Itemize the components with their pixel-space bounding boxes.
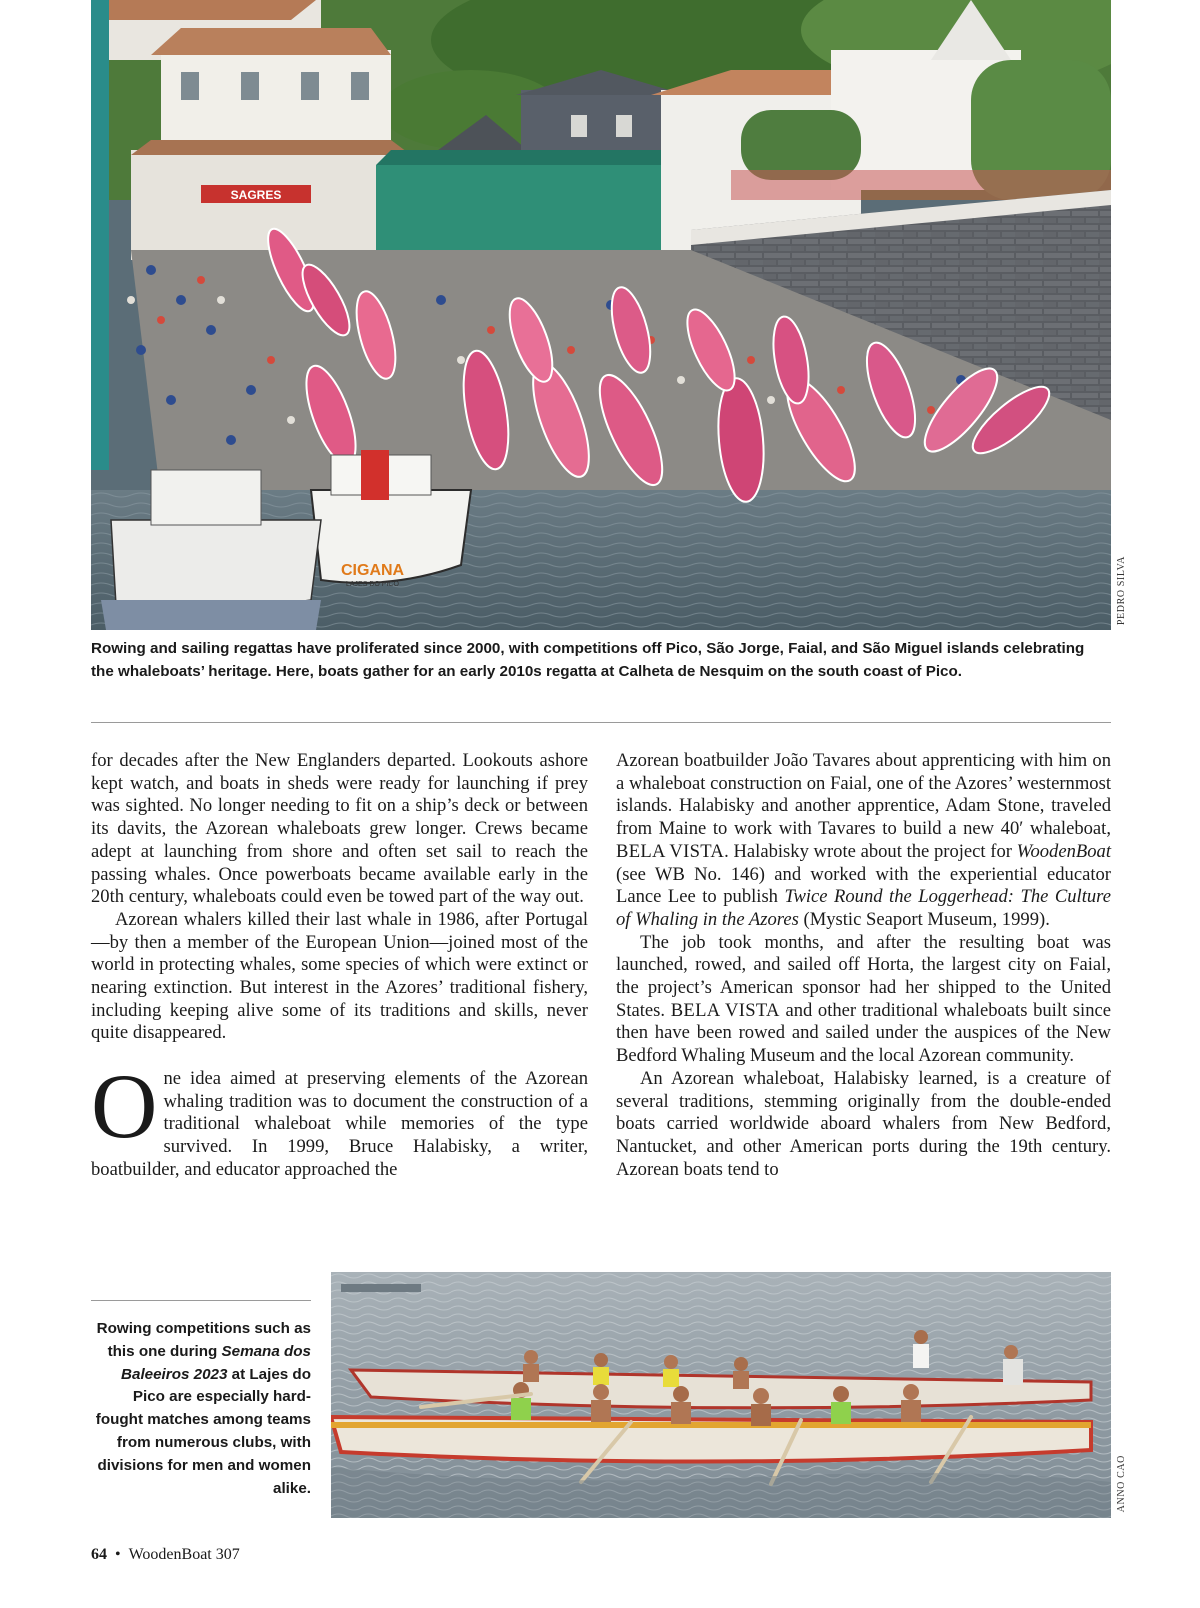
drop-cap: O: [91, 1054, 158, 1157]
harbor-regatta-illustration: [91, 0, 1111, 630]
paragraph: [616, 932, 1111, 1068]
event-name: Semana dos Baleeiros 2023: [121, 1342, 311, 1383]
folio-bullet: •: [115, 1546, 121, 1563]
top-photo-credit: PEDRO SILVA: [1116, 556, 1127, 626]
paragraph: for decades after the New Englanders departed. Lookouts ashore kept watch, and boats in sheds were ready for launching if prey was sighted. No longer needing to fit on a ship’s deck or between its davits, the Azorean whaleboats grew longer. Crews became adept at launching from shore and often set sail to reach the passing whales. Once powerboats became available early in the 20th century, whaleboats could even be towed part of the way out.: [91, 750, 588, 908]
top-photo-caption: Rowing and sailing regattas have proliferated since 2000, with competitions off Pico, São Jorge, Faial, and São Miguel islands celebrating the whaleboats’ heritage. Here, boats gather for an early 2010s regatta at Calheta de Nesquim on the south coast of Pico.: [91, 640, 1085, 680]
caption-text: Rowing competitions such as this one during: [96, 1320, 311, 1360]
text-run: The job took months, and after the resulting boat was launched, rowed, and sailed off Horta, the largest city on Faial, the project’s American sponsor had her shipped to the United States.: [616, 931, 1111, 1021]
boat-name-cigana: CIGANA: [341, 562, 405, 579]
sagres-sign: SAGRES: [230, 188, 282, 202]
text-run: Azorean boatbuilder João Tavares about apprenticing with him on a whaleboat construction on Faial, one of the Azores’ westernmost islands. Halabisky and another apprentice, Adam Stone, traveled from Maine to work with Tavares to build a new 40′ whaleboat,: [616, 750, 1111, 840]
magazine-title: WoodenBoat: [1016, 840, 1111, 862]
rowing-race-illustration: [331, 1272, 1111, 1518]
issue-number: 307: [215, 1546, 240, 1563]
right-column: [616, 750, 1111, 1181]
paragraph-dropcap: [91, 1054, 588, 1182]
harbor-regatta-photo: [91, 0, 1111, 630]
caption-divider: [91, 722, 1111, 723]
text-run: (see WB No. 146) and worked with the experiential educator Lance Lee to publish: [616, 863, 1111, 908]
text-run: and other traditional whaleboats built since then have been rowed and sailed under the auspices of the New Bedford Whaling Museum and the local Azorean community.: [616, 999, 1112, 1067]
caption-text: at Lajes do Pico are especially hard-fought matches among teams from numerous clubs, with divisions for men and women alike.: [95, 1365, 311, 1497]
text-run: . Halabisky wrote about the project for: [724, 840, 1012, 862]
magazine-name: WoodenBoat: [128, 1546, 212, 1563]
rowing-race-photo: [331, 1272, 1111, 1518]
bottom-caption-divider: [91, 1300, 311, 1301]
boat-port-label: LAJES DO PICO: [346, 581, 399, 588]
book-title: Twice Round the Loggerhead: The Culture of Whaling in the Azores: [616, 886, 1111, 930]
paragraph-text: ne idea aimed at preserving elements of the Azorean whaling tradition was to document the construction of a traditional whaleboat while memories of the type survived. In 1999, Bruce Halabisky, a writer, boatbuilder, and educator approached the: [91, 1067, 588, 1180]
page-number: 64: [91, 1546, 107, 1563]
page-folio: [91, 1546, 240, 1564]
text-run: (Mystic Seaport Museum, 1999).: [803, 908, 1050, 930]
paragraph: Azorean whalers killed their last whale in 1986, after Portugal—by then a member of the European Union—joined most of the world in protecting whales, some species of which were extinct or nearing extinction. But interest in the Azores’ traditional fishery, including keeping alive some of its traditions and skills, never quite disappeared.: [91, 908, 588, 1044]
paragraph: [616, 750, 1111, 932]
bottom-photo-caption: [91, 1318, 311, 1500]
left-column: [91, 750, 588, 1181]
boat-name: BELA VISTA: [670, 999, 780, 1021]
boat-name: BELA VISTA: [616, 840, 725, 862]
bottom-photo-credit: ANNO CAO: [1116, 1455, 1127, 1513]
paragraph: An Azorean whaleboat, Halabisky learned, is a creature of several traditions, stemming originally from the double-ended boats carried worldwide aboard whalers from New Bedford, Nantucket, and other American ports during the 19th century. Azorean boats tend to: [616, 1067, 1111, 1180]
